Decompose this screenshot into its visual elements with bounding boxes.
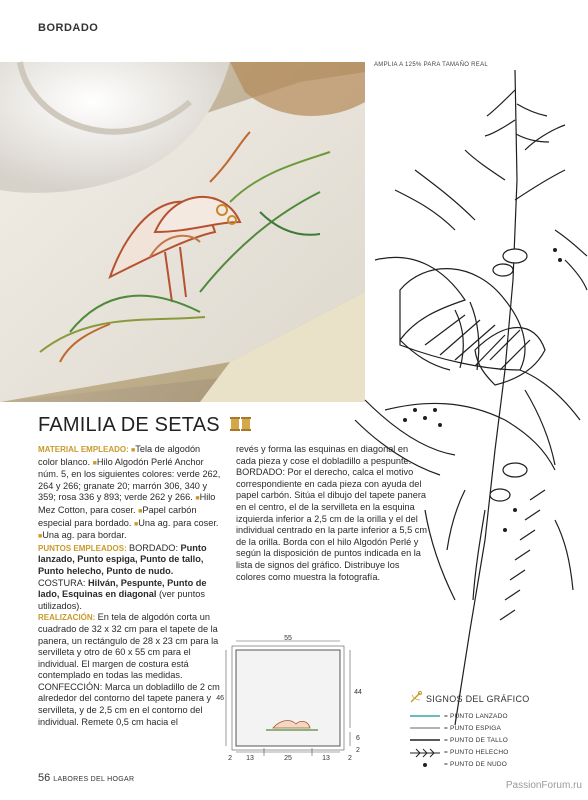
scale-note: AMPLIA A 125% PARA TAMAÑO REAL [374,62,489,68]
fern-stitch-icon [410,748,440,758]
dim-right: 44 [354,689,362,696]
article-title: FAMILIA DE SETAS [38,414,252,437]
watermark: PassionForum.ru [505,780,582,791]
dim-top: 55 [284,635,292,642]
section-header: BORDADO [38,22,99,34]
page-footer [38,772,134,784]
dimension-diagram [218,636,370,762]
bullet-square-icon: ■ [38,533,43,541]
legend-item: = PUNTO HELECHO [410,747,560,759]
legend-item: = PUNTO DE NUDO [410,759,560,771]
bullet-square-icon: ■ [134,520,139,528]
dim-corner-top-right: 2 [356,747,360,754]
dim-corner-left: 2 [228,755,232,762]
bullet-square-icon: ■ [92,459,97,467]
knot-dot-icon [410,761,440,769]
thread-spools-icon [230,414,252,437]
line-black-icon [410,736,440,744]
bullet-square-icon: ■ [138,507,143,515]
line-gray-icon [410,724,440,732]
stitch-legend [410,690,560,771]
magazine-name: LABORES DEL HOGAR [53,776,135,783]
bullet-square-icon: ■ [195,495,200,503]
instructions-column-2: revés y forma las esquinas en diagonal en cada pieza y cose el dobladillo a pespunte. BORDADO: Por el derecho, calca el motivo correspondiente en cada pieza con ayuda del papel carbón. Sitúa el dibujo del tapete panera en el centro, el de la servilleta en la esquina izquierda inferior a 2,5 cm de la orilla y el del individual centrado en la parte inferior a 5,5 cm de la orilla. Borda con el hilo Algodón Perlé y según la disposición de puntos indicada en la lista de signos del gráfico. Distribuye los colores como muestra la fotografía. [236,444,428,582]
dim-bottom-left: 13 [246,755,254,762]
dim-right-bottom: 6 [356,735,360,742]
legend-item: = PUNTO LANZADO [410,710,560,722]
running-stitch-teal-icon [410,712,440,720]
embroidery-photo [0,62,365,402]
legend-item: = PUNTO DE TALLO [410,734,560,746]
legend-title: SIGNOS DEL GRÁFICO [426,694,530,704]
dim-bottom-mid: 25 [284,755,292,762]
bullet-square-icon: ■ [131,447,136,454]
instructions-column-1: MATERIAL EMPLEADO: ■Tela de algodón color blanco. ■Hilo Algodón Perlé Anchor núm. 5, en los siguientes colores: verde 262, 264 y 266; granate 20; marrón 306, 340 y 359; rosa 336 y 893; verde 262 y 266. ■Hilo Mez Cotton, para coser. ■Papel carbón especial para bordado. ■Una ag. para coser. ■Una ag. para bordar. PUNTOS EMPLEADOS: BORDADO: Punto lanzado, Punto espiga, Punto de tallo, Punto helecho, Punto de nudo. COSTURA: Hilván, Pespunte, Punto de lado, Esquinas en diagonal (ver puntos utilizados). REALIZACIÓN: En tela de algodón corta un cuadrado de 32 x 32 cm para el tapete de la panera, un rectángulo de 28 x 23 cm para la servilleta y otro de 60 x 55 cm para el individual. El margen de costura está contemplado en todas las medidas. CONFECCIÓN: Marca un dobladillo de 2 cm alrededor del contorno del tapete panera y servilleta, y de 2,5 cm en el contorno del individual. Remete 0,5 cm hacia el [38,444,221,727]
dim-corner-right: 2 [348,755,352,762]
page-number: 56 [38,772,51,784]
dim-bottom-right: 13 [322,755,330,762]
dim-left: 46 [216,695,224,702]
legend-item: = PUNTO ESPIGA [410,722,560,734]
embroidery-pattern [355,70,588,725]
needle-thread-icon [410,690,422,708]
